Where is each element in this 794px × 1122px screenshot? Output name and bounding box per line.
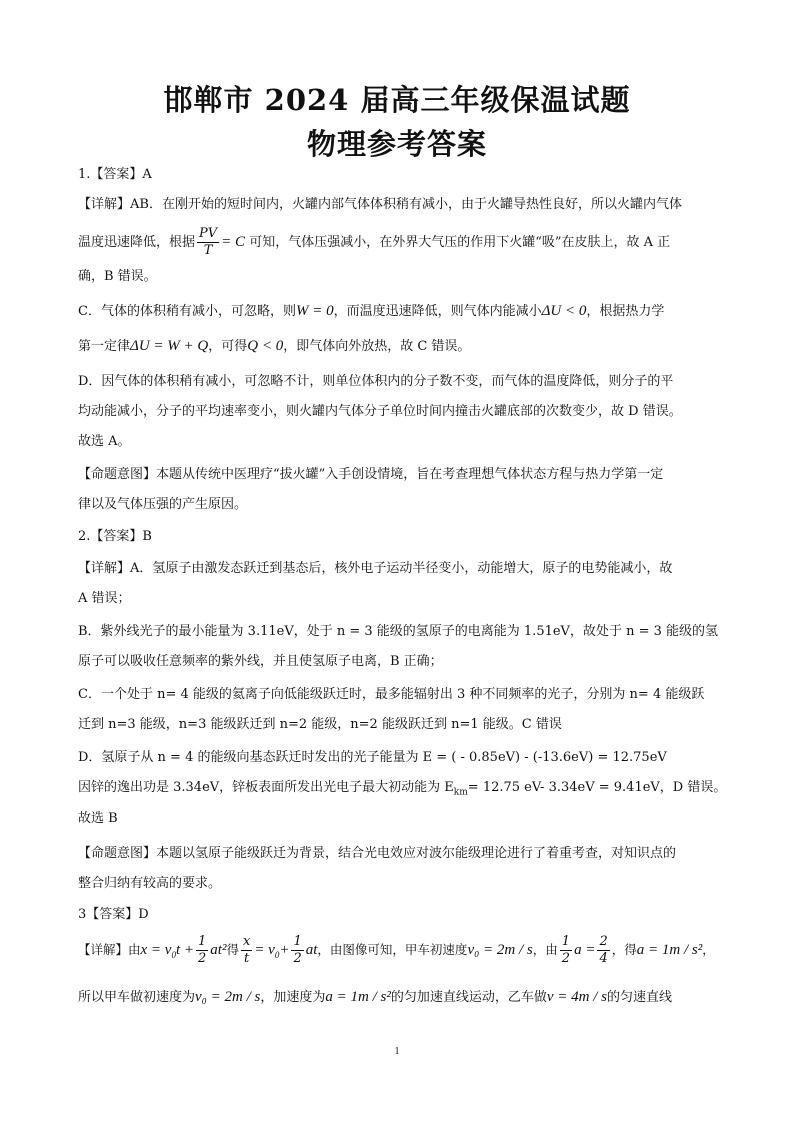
text-segment: ，: [702, 942, 715, 957]
q2-detail-b-line2: 原子可以吸收任意频率的紫外线，并且使氢原子电离，B 正确；: [78, 654, 443, 669]
text-segment: 所以甲车做初速度为: [78, 990, 196, 1005]
q1-intent-line1: 【命题意图】本题从传统中医理疗“拔火罐”入手创设情境，旨在考查理想气体状态方程与热力学第一定: [78, 467, 664, 482]
text-segment: ，由: [532, 942, 558, 957]
fraction-denominator: 2: [561, 951, 571, 966]
q3-detail-line2: [78, 988, 728, 1007]
fraction-numerator: PV: [199, 226, 218, 241]
q1-answer: 1.【答案】A: [78, 167, 152, 182]
q2-detail-b-line1: B．紫外线光子的最小能量为 3.11eV，处于 n = 3 能级的氢原子的电离能为 1.51eV，故处于 n = 3 能级的氢: [78, 624, 719, 639]
fraction-numerator: 1: [293, 934, 302, 949]
formula-segment: [141, 942, 194, 958]
formula-subscript: 0: [274, 950, 280, 960]
q1-detail-d-line1: D．因气体的体积稍有减小，可忽略不计，则单位体积内的分子数不变，而气体的温度降低，则分子的平: [78, 374, 674, 389]
text-segment: ，即气体向外放热，故 C 错误。: [283, 339, 471, 354]
fraction-denominator: 2: [198, 951, 207, 966]
formula-subscript: 0: [171, 950, 176, 960]
text-segment: ，根据热力学: [586, 304, 665, 319]
q2-detail-c-line1: C．一个处于 n= 4 能级的氦离子向低能级跃迁时，最多能辐射出 3 种不同频率的光子，分别为 n= 4 能级跃: [78, 687, 705, 702]
fraction-numerator: x: [242, 934, 251, 949]
text-segment: 第一定律: [78, 339, 131, 354]
q2-detail-d-line1: D．氢原子从 n = 4 的能级向基态跃迁时发出的光子能量为 E = ( - 0.85eV) - (-13.6eV) = 12.75eV: [78, 750, 667, 765]
ekm-subscript: km: [453, 787, 468, 798]
text-segment: = 12.75 eV- 3.34eV = 9.41eV，D 错误。: [467, 780, 727, 795]
q2-detail-c-line2: 迁到 n=3 能级，n=3 能级跃迁到 n=2 能级，n=2 能级跃迁到 n=1 能级。C 错误: [78, 717, 562, 732]
q1-detail-c-line1: [78, 302, 728, 321]
x-over-t-fraction: [241, 934, 252, 967]
page-subtitle: 物理参考答案: [306, 127, 487, 161]
text-segment: ，可得: [208, 339, 248, 354]
formula-part: +: [279, 942, 290, 958]
page-title: 邯郸市 2024 届高三年级保温试题: [163, 83, 631, 117]
half-fraction: [291, 934, 303, 967]
formula-w-zero: W = 0: [295, 303, 334, 319]
text-segment: 得: [226, 942, 239, 957]
q2-detail-d-line2: [78, 779, 728, 802]
q3-detail-line1: [78, 934, 728, 967]
formula-delta-u: ΔU < 0: [541, 303, 587, 319]
q2-choose: 故选 B: [78, 811, 118, 826]
q1-intent-line2: 律以及气体压强的产生原因。: [78, 497, 248, 512]
formula-initial-velocity: v₀ = 2m / s: [467, 942, 533, 958]
q1-detail-ab-line1: 【详解】AB．在刚开始的短时间内，火罐内部气体体积稍有减小，由于火罐导热性良好，所以火罐内气体: [78, 197, 682, 212]
fraction-denominator: 4: [599, 951, 608, 966]
formula-q-negative: Q < 0: [247, 338, 284, 354]
formula-acceleration: a = 1m / s²: [636, 942, 703, 958]
q2-detail-a-line1: 【详解】A．氢原子由激发态跃迁到基态后，核外电子运动半径变小，动能增大，原子的电势能减小，故: [78, 561, 673, 576]
formula-rhs: = C: [221, 234, 246, 250]
q1-detail-ab-text-post: 可知，气体压强减小，在外界大气压的作用下火罐“吸”在皮肤上，故 A 正: [249, 235, 671, 250]
formula-acceleration: a = 1m / s²: [325, 989, 391, 1005]
formula-segment: [254, 942, 289, 958]
text-segment: ，而温度迅速降低，则气体内能减小: [333, 304, 542, 319]
q3-answer: 3【答案】D: [78, 907, 149, 922]
formula-part: at: [305, 942, 318, 958]
formula-velocity: v = 4m / s: [546, 989, 607, 1005]
formula-part: t +: [175, 942, 194, 958]
text-segment: 【详解】由: [78, 942, 141, 957]
fraction-numerator: 1: [561, 934, 571, 949]
q2-intent-line1: 【命题意图】本题以氢原子能级跃迁为背景，结合光电效应对波尔能级理论进行了着重考查，对知识点的: [78, 846, 677, 861]
text-segment: ，由图像可知，甲车初速度: [317, 942, 468, 957]
fraction-denominator: t: [244, 951, 250, 966]
page-number: 1: [394, 1046, 400, 1057]
q1-detail-ab-line3: 确，B 错误。: [78, 269, 157, 284]
formula-part: a =: [574, 942, 596, 958]
half-fraction: [560, 934, 572, 967]
fraction-numerator: 1: [198, 934, 207, 949]
half-fraction: [196, 934, 208, 967]
two-over-four-fraction: [597, 934, 609, 967]
formula-first-law: ΔU = W + Q: [130, 338, 209, 354]
formula-part: at²: [210, 942, 227, 958]
q1-detail-ab-line2: [78, 226, 728, 259]
q2-intent-line2: 整合归纳有较高的要求。: [78, 876, 222, 891]
q1-detail-ab-text-pre: 温度迅速降低，根据: [78, 235, 196, 250]
text-segment: ，加速度为: [260, 990, 326, 1005]
fraction-denominator: 2: [293, 951, 302, 966]
text-segment: 因锌的逸出功是 3.34eV，锌板表面所发出光电子最大初动能为 E: [78, 780, 454, 795]
pv-over-t-fraction: [197, 226, 219, 259]
q1-detail-d-line2: 均动能减小，分子的平均速率变小，则火罐内气体分子单位时间内撞击火罐底部的次数变少，故 D 错误。: [78, 404, 682, 419]
text-segment: ，得: [611, 942, 637, 957]
q1-detail-c-line2: [78, 337, 728, 356]
fraction-denominator: T: [203, 243, 213, 258]
q2-detail-a-line2: A 错误；: [78, 591, 131, 606]
formula-initial-velocity: v₀ = 2m / s: [195, 989, 261, 1005]
text-segment: 的匀加速直线运动，乙车做: [390, 990, 547, 1005]
text-segment: C．气体的体积稍有减小，可忽略，则: [78, 304, 296, 319]
q2-answer: 2.【答案】B: [78, 529, 152, 544]
formula-part: = v: [254, 942, 275, 958]
text-segment: 的匀速直线: [606, 990, 672, 1005]
formula-part: x = v: [140, 942, 172, 958]
fraction-numerator: 2: [599, 934, 608, 949]
q1-choose: 故选 A。: [78, 434, 131, 449]
